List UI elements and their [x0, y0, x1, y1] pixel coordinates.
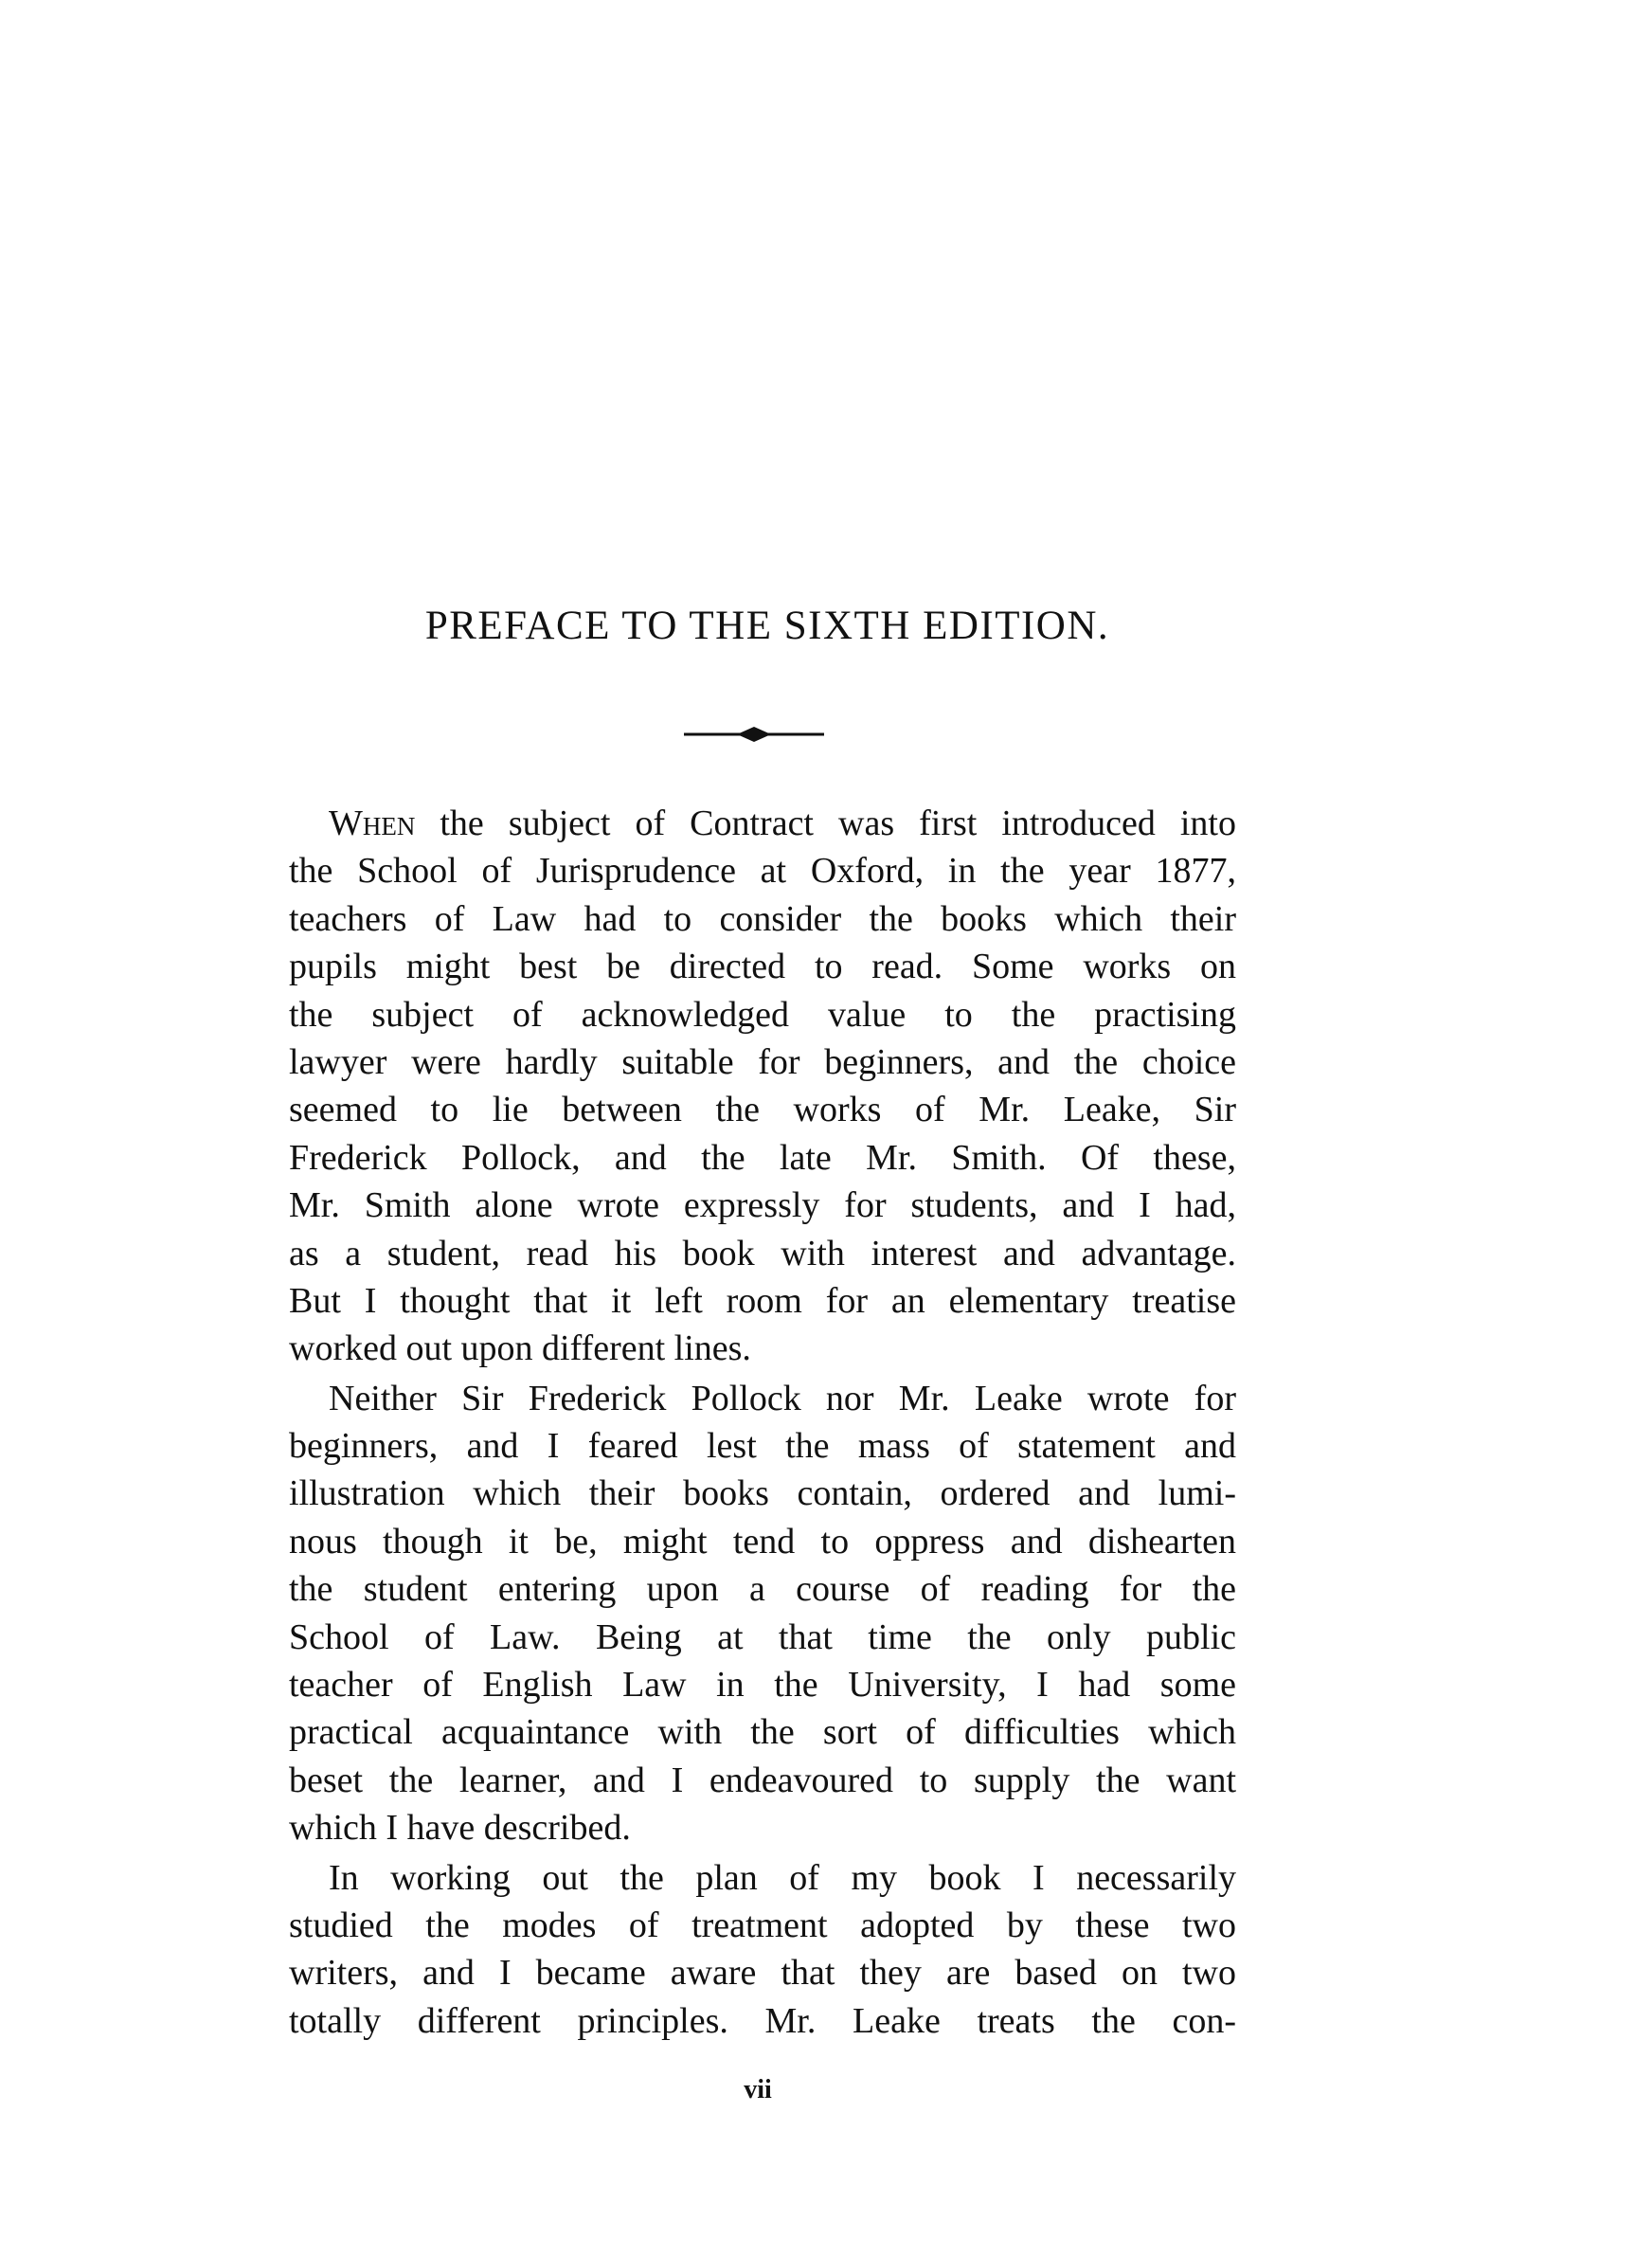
text-line: writers, and I became aware that they are based on two	[289, 1953, 1236, 1994]
text-line: the student entering upon a course of reading for the	[289, 1569, 1236, 1610]
preface-body	[289, 800, 1236, 2045]
text-line: teacher of English Law in the University, I had some	[289, 1665, 1236, 1706]
text-line: teachers of Law had to consider the books which their	[289, 898, 1236, 939]
text-line: worked out upon different lines.	[289, 1328, 751, 1369]
drop-word: When	[329, 803, 416, 843]
text-line: beset the learner, and I endeavoured to supply the want	[289, 1760, 1236, 1800]
text-line: illustration which their books contain, ordered and lumi-	[289, 1473, 1236, 1514]
text-line: totally different principles. Mr. Leake treats the con-	[289, 2000, 1236, 2041]
text-line: In working out the plan of my book I necessarily	[329, 1857, 1236, 1898]
text-line	[289, 800, 1236, 847]
text-line: But I thought that it left room for an elementary treatise	[289, 1280, 1236, 1321]
text-line: School of Law. Being at that time the only public	[289, 1616, 1236, 1657]
line-text: the subject of Contract was first introduced into	[415, 803, 1236, 843]
page-title: PREFACE TO THE SIXTH EDITION.	[424, 604, 1110, 648]
text-line: as a student, read his book with interest and advantage.	[289, 1233, 1236, 1273]
text-line: the subject of acknowledged value to the practising	[289, 994, 1236, 1035]
text-line: beginners, and I feared lest the mass of statement and	[289, 1426, 1236, 1467]
text-line: Frederick Pollock, and the late Mr. Smith. Of these,	[289, 1137, 1236, 1178]
text-line: Neither Sir Frederick Pollock nor Mr. Leake wrote for	[329, 1378, 1236, 1418]
paragraph-2	[289, 1375, 1236, 1852]
text-line: studied the modes of treatment adopted by these two	[289, 1905, 1236, 1945]
text-line: lawyer were hardly suitable for beginners, and the choice	[289, 1041, 1236, 1082]
text-line: nous though it be, might tend to oppress and dishearten	[289, 1521, 1236, 1562]
ornament-rule	[684, 724, 824, 745]
text-line: the School of Jurisprudence at Oxford, in the year 1877,	[289, 851, 1236, 892]
text-line: seemed to lie between the works of Mr. Leake, Sir	[289, 1090, 1236, 1130]
text-line: pupils might best be directed to read. Some works on	[289, 947, 1236, 987]
paragraph-1	[289, 800, 1236, 1373]
paragraph-3	[289, 1854, 1236, 2046]
text-line: practical acquaintance with the sort of difficulties which	[289, 1712, 1236, 1753]
text-line: Mr. Smith alone wrote expressly for students, and I had,	[289, 1185, 1236, 1226]
text-line: which I have described.	[289, 1808, 631, 1849]
page-number: vii	[744, 2075, 772, 2104]
